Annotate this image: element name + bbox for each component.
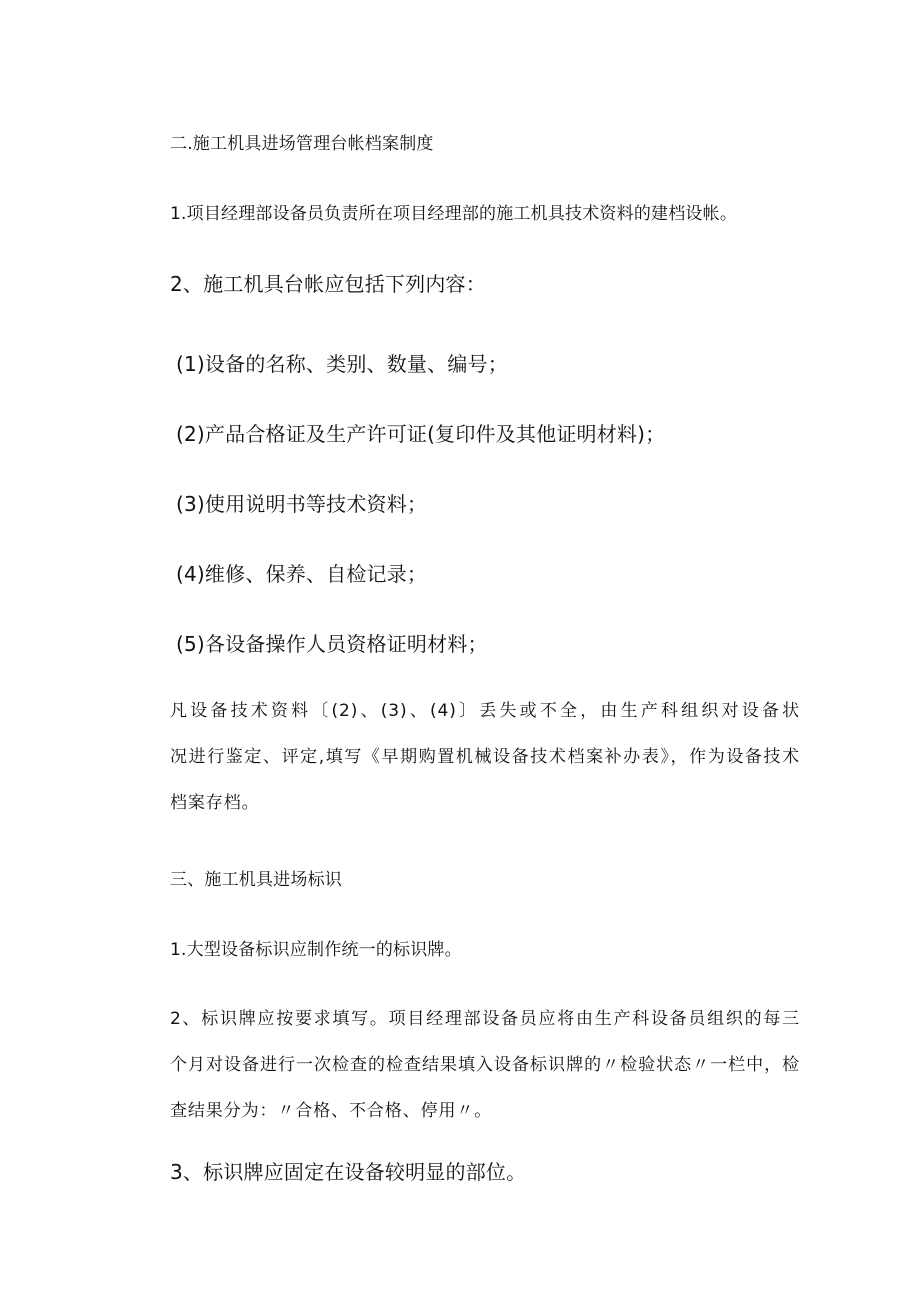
note-line-1: 凡设备技术资料〔(2)、(3)、(4)〕丢失或不全，由生产科组织对设备状 <box>170 701 800 721</box>
sub-item-1: (1)设备的名称、类别、数量、编号； <box>176 352 508 376</box>
item-2-line-2: 个月对设备进行一次检查的检查结果填入设备标识牌的〃检验状态〃一栏中，检 <box>170 1055 800 1075</box>
note-line-2: 况进行鉴定、评定,填写《早期购置机械设备技术档案补办表》，作为设备技术 <box>170 747 800 767</box>
item-2-line-3: 查结果分为：〃合格、不合格、停用〃。 <box>170 1101 493 1121</box>
sub-item-5: (5)各设备操作人员资格证明材料； <box>176 632 488 656</box>
note-paragraph <box>170 688 800 826</box>
section-2-item-2: 2、施工机具台帐应包括下列内容： <box>170 272 486 296</box>
section-3-item-3: 3、标识牌应固定在设备较明显的部位。 <box>170 1160 527 1184</box>
sub-item-4: (4)维修、保养、自检记录； <box>176 562 428 586</box>
sub-item-2: (2)产品合格证及生产许可证(复印件及其他证明材料)； <box>176 422 666 446</box>
section-3-item-1: 1.大型设备标识应制作统一的标识牌。 <box>170 940 462 960</box>
section-3-heading: 三、施工机具进场标识 <box>170 870 342 890</box>
note-line-3: 档案存档。 <box>170 793 260 813</box>
section-3-item-2-paragraph <box>170 996 800 1134</box>
item-2-line-1: 2、标识牌应按要求填写。项目经理部设备员应将由生产科设备员组织的每三 <box>170 1009 800 1029</box>
section-2-item-1: 1.项目经理部设备员负责所在项目经理部的施工机具技术资料的建档设帐。 <box>170 204 738 224</box>
sub-item-3: (3)使用说明书等技术资料； <box>176 492 428 516</box>
section-2-heading: 二.施工机具进场管理台帐档案制度 <box>170 134 434 154</box>
